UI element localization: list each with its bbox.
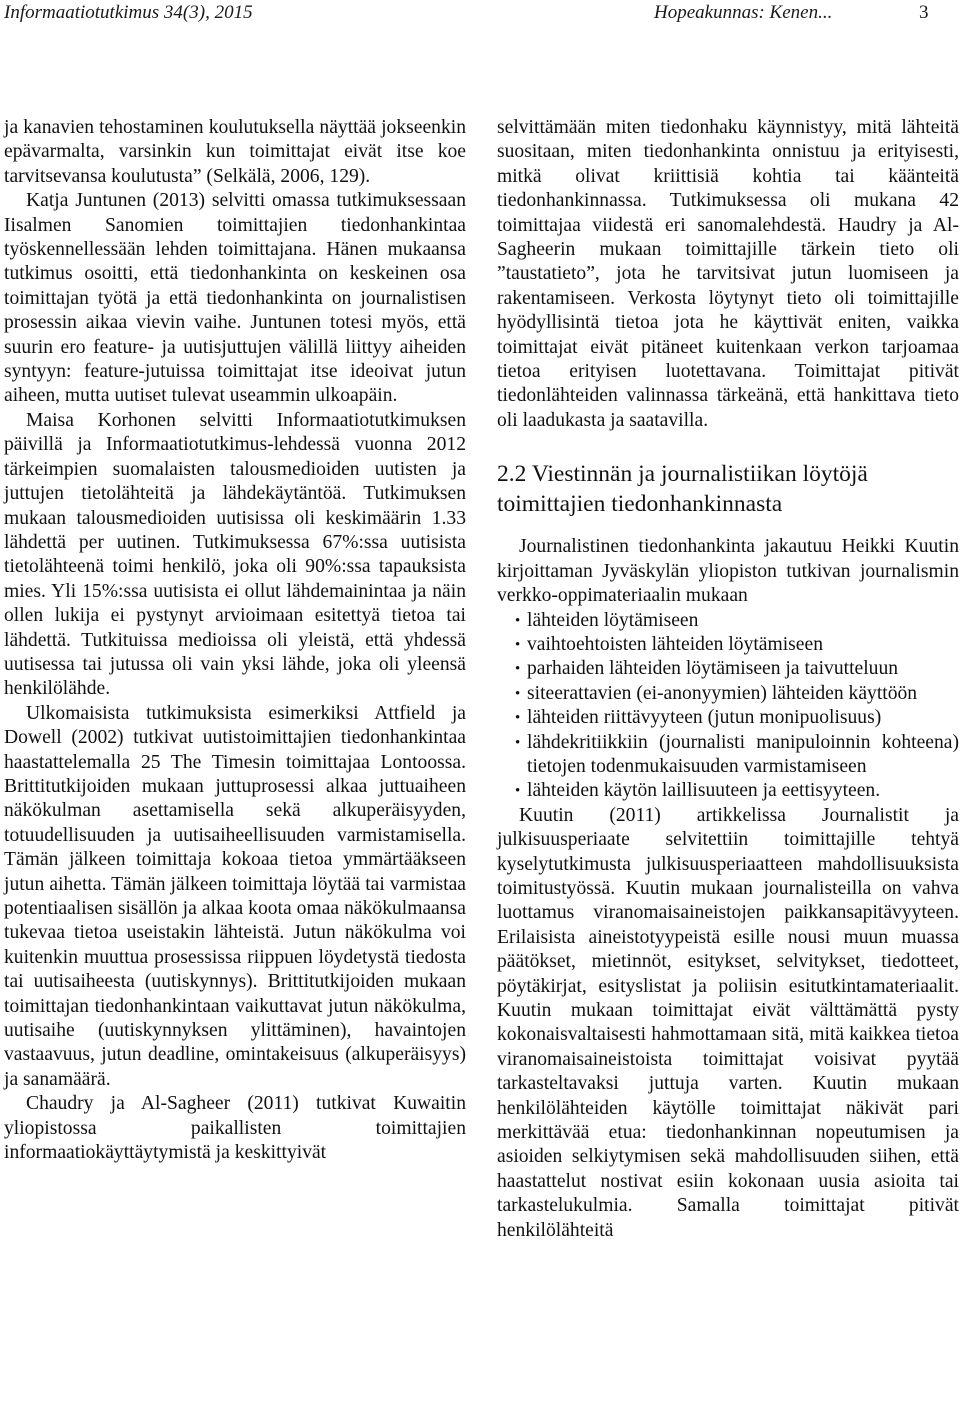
page-number: 3 xyxy=(919,2,929,23)
paragraph: Kuutin (2011) artikkelissa Journalistit ja julkisuusperiaate selvitettiin toimittajille tehtyä kyselytutkimusta julkisuusperiaatteen mahdollisuuksista toimitustyössä. Kuutin mukaan journalisteilla on vahva luottamus viranomaisaineistojen paikkansapitävyyteen. Erilaisista aineistotyypeistä esille nousi muun muassa päätökset, mietinnöt, esitykset, selvitykset, tiedotteet, pöytäkirjat, esityslistat ja poliisin esitutkintamateriaalit. Kuutin mukaan toimittajat eivät välttämättä pysty kokonaisvaltaisesti hahmottamaan sitä, mitä kaikkea tietoa viranomaisaineistoista toimittajat voisivat pyytää tarkasteltavaksi juttuja varten. Kuutin mukaan henkilölähteiden käytölle toimittajat näkivät pari merkittävää etua: tiedonhankinnan nopeutumisen ja asioiden selkiytymisen sekä mahdollisuuden siihen, että haastattelut nostivat esiin kokonaan uusia asioita tai tarkastelukulmia. Samalla toimittajat pitivät henkilölähteitä xyxy=(497,804,959,1241)
bullet-icon: • xyxy=(515,661,521,678)
page-header xyxy=(0,0,960,40)
bullet-icon: • xyxy=(515,636,521,653)
bullet-list xyxy=(497,609,959,804)
list-item: • lähteiden käytön laillisuuteen ja eettisyyteen. xyxy=(519,779,959,803)
paragraph: Ulkomaisista tutkimuksista esimerkiksi Attfield ja Dowell (2002) tutkivat uutistoimittajien tiedonhankintaa haastattelemalla 25 The Timesin toimittajaa Lontoossa. Brittitutkijoiden mukaan juttuprosessi alkaa juttuaiheen näkökulman asettamisella sekä alkuperäisyyden, totuudellisuuden ja uutisaiheellisuuden varmistamisella. Tämän jälkeen toimittaja kokoaa tietoa ymmärtääkseen jutun aihetta. Tämän jälkeen toimittaja löytää tai varmistaa potentiaalisen sisällön ja alkaa koota omaa näkökulmaansa tukevaa tietoa useistakin lähteistä. Jutun näkökulma voi kuitenkin muuttua prosessissa riippuen löydetystä tiedosta tai uutisaiheesta (uutiskynnys). Brittitutkijoiden mukaan toimittajan tiedonhankintaan vaikuttavat jutun näkökulma, uutisaihe (uutiskynnyksen ylittäminen), havaintojen vastaavuus, jutun deadline, omintakeisuus (alkuperäisyys) ja sanamäärä. xyxy=(4,702,466,1090)
list-item: • siteerattavien (ei-anonyymien) lähteiden käyttöön xyxy=(519,682,959,706)
bullet-icon: • xyxy=(515,685,521,702)
list-item: • lähteiden riittävyyteen (jutun monipuolisuus) xyxy=(519,706,959,730)
journal-citation: Informaatiotutkimus 34(3), 2015 xyxy=(4,2,253,23)
bullet-icon: • xyxy=(515,734,521,751)
list-item: • lähdekritiikkiin (journalisti manipuloinnin kohteena) tietojen todenmukaisuuden varmistamiseen xyxy=(515,731,959,777)
list-item: • lähteiden löytämiseen xyxy=(519,609,959,633)
paragraph: ja kanavien tehostaminen koulutuksella näyttää jokseenkin epävarmalta, varsinkin kun toimittajat eivät itse koe tarvitsevansa koulutusta” (Selkälä, 2006, 129). xyxy=(4,117,466,187)
paragraph: Maisa Korhonen selvitti Informaatiotutkimuksen päivillä ja Informaatiotutkimus-lehdessä vuonna 2012 tärkeimpien suomalaisten talousmedioiden uutisten ja juttujen tietolähteitä ja lähdekäytäntöä. Tutkimuksen mukaan talousmedioiden uutisissa oli keskimäärin 1.33 lähdettä per uutinen. Tutkimuksessa 67%:ssa uutisista tietolähteenä toimi henkilö, joka oli 90%:ssa tapauksista mies. Yli 15%:ssa uutisista ei ollut lähdemainintaa ja näin ollen lukija ei pystynyt arvioimaan esitettyä tietoa tai lähdettä. Tutkituissa medioissa oli yleistä, että yhdessä uutisessa tai jutussa oli vain yksi lähde, joka oli yleensä henkilölähde. xyxy=(4,409,466,700)
bullet-icon: • xyxy=(515,710,521,727)
paragraph: Chaudry ja Al-Sagheer (2011) tutkivat Kuwaitin yliopistossa paikallisten toimittajien informaatiokäyttäytymistä ja keskittyivät xyxy=(4,1093,466,1164)
list-item: • parhaiden lähteiden löytämiseen ja taivutteluun xyxy=(519,657,959,681)
paragraph: selvittämään miten tiedonhaku käynnistyy, mitä lähteitä suositaan, miten tiedonhankinta onnistuu ja erityisesti, mitkä olivat kriittisiä kohtia tai käänteitä tiedonhankinnassa. Tutkimuksessa oli mukana 42 toimittajaa viidestä eri sanomalehdestä. Haudry ja Al-Sagheerin mukaan toimittajille tärkein tieto oli ”taustatieto”, jota he tarvitsivat jutun luomiseen ja rakentamiseen. Verkosta löytynyt tieto oli toimittajille hyödyllisintä tietoa jota he käyttivät eniten, vaikka toimittajat eivät pitäneet kuitenkaan verkon tarjoamaa tietoa erityisen luotettavana. Toimittajat pitivät tiedonlähteiden valinnassa tärkeänä, että hankittava tieto oli laadukasta ja saatavilla. xyxy=(497,117,959,431)
running-title: Hopeakunnas: Kenen... xyxy=(654,2,833,23)
section-heading: 2.2 Viestinnän ja journalistiikan löytöjä toimittajien tiedonhankinnasta xyxy=(497,461,868,518)
left-column xyxy=(4,116,466,1165)
right-column xyxy=(497,116,959,1243)
paragraph: Katja Juntunen (2013) selvitti omassa tutkimuksessaan Iisalmen Sanomien toimittajien tiedonhankintaa työskennellessään lehden toimittajana. Hänen mukaansa tutkimus osoitti, että tiedonhankinta on keskeinen osa toimittajan työtä ja että tiedonhankinta on journalistisen prosessin aikaa vievin vaihe. Juntunen totesi myös, että suurin ero feature- ja uutisjuttujen välillä liittyy aiheiden syntyyn: feature-jutuissa toimittajat itse ideoivat jutun aiheen, mutta uutiset tulevat useammin ulkoapäin. xyxy=(4,190,466,407)
bullet-icon: • xyxy=(515,783,521,800)
paragraph: Journalistinen tiedonhankinta jakautuu Heikki Kuutin kirjoittaman Jyväskylän yliopiston tutkivan journalismin verkko-oppimateriaalin mukaan xyxy=(497,536,959,607)
bullet-icon: • xyxy=(515,612,521,629)
list-item: • vaihtoehtoisten lähteiden löytämiseen xyxy=(519,633,959,657)
